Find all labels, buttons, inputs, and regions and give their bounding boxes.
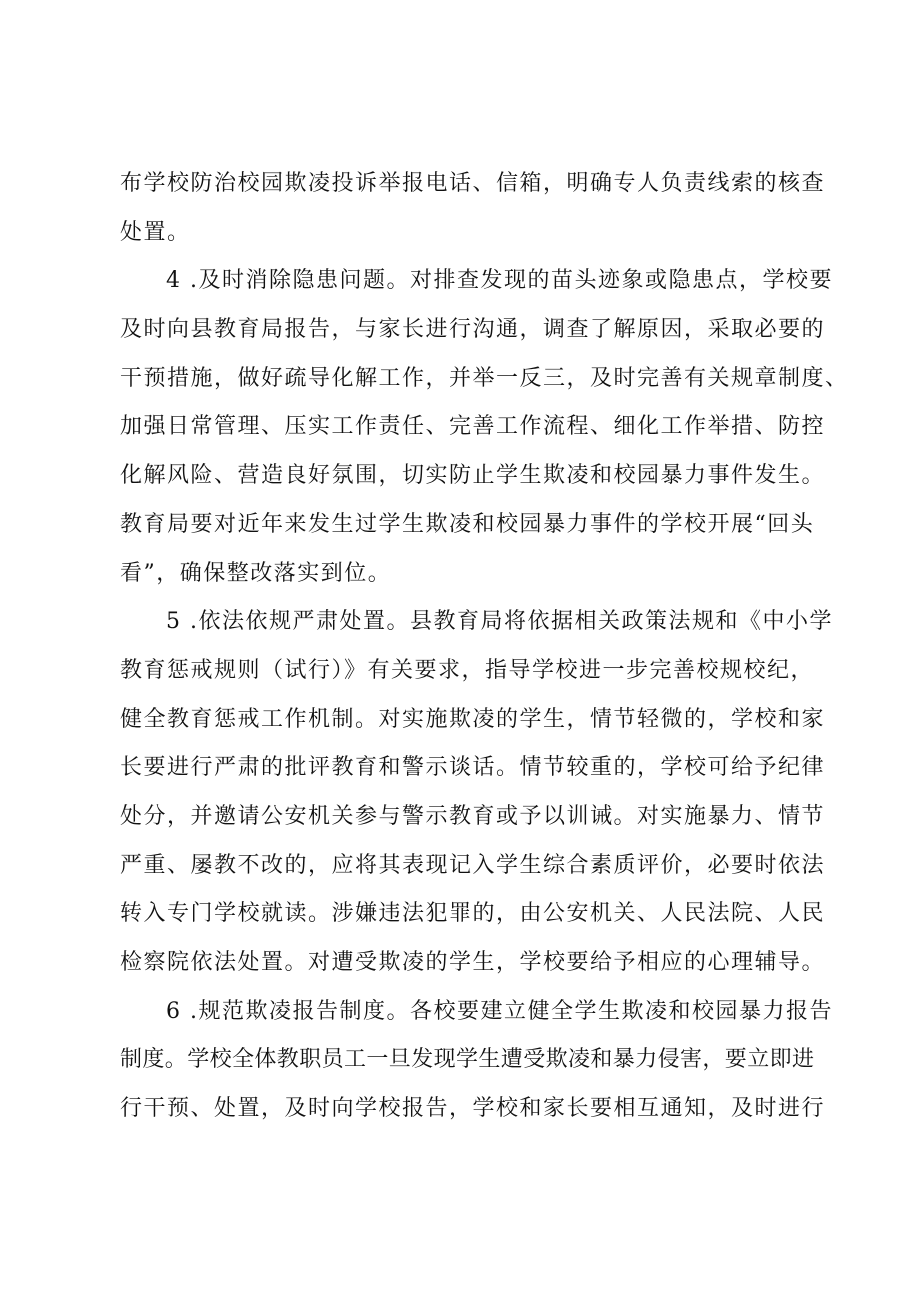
document-body: [120, 160, 849, 1134]
text-line: 干预措施，做好疏导化解工作，并举一反三，及时完善有关规章制度、: [120, 365, 849, 391]
text-line: 转入专门学校就读。涉嫌违法犯罪的，由公安机关、人民法院、人民: [120, 901, 826, 927]
text-line: 看”，确保整改落实到位。: [120, 560, 392, 586]
text-line: 长要进行严肃的批评教育和警示谈话。情节较重的，学校可给予纪律: [120, 755, 826, 781]
text-line: 行干预、处置，及时向学校报告，学校和家长要相互通知，及时进行: [120, 1096, 826, 1122]
text-line: 化解风险、营造良好氛围，切实防止学生欺凌和校园暴力事件发生。: [120, 463, 826, 489]
text-line: 加强日常管理、压实工作责任、完善工作流程、细化工作举措、防控: [120, 414, 826, 440]
text-line: 及时向县教育局报告，与家长进行沟通，调查了解原因，采取必要的: [120, 317, 826, 343]
text-line: 教育惩戒规则（试行）》有关要求，指导学校进一步完善校规校纪，: [120, 657, 815, 683]
text-line: 制度。学校全体教职员工一旦发现学生遭受欺凌和暴力侵害，要立即进: [120, 1047, 815, 1073]
text-line: 处分，并邀请公安机关参与警示教育或予以训诫。对实施暴力、情节: [120, 803, 826, 829]
text-line: 教育局要对近年来发生过学生欺凌和校园暴力事件的学校开展“回头: [120, 511, 815, 537]
text-line: 严重、屡教不改的，应将其表现记入学生综合素质评价，必要时依法: [120, 852, 826, 878]
text-line: 处置。: [120, 219, 191, 245]
text-line: 健全教育惩戒工作机制。对实施欺凌的学生，情节轻微的，学校和家: [120, 706, 826, 732]
paragraph-5-start: 5 .依法依规严肃处置。县教育局将依据相关政策法规和《中小学: [166, 609, 833, 635]
paragraph-6-start: 6 .规范欺凌报告制度。各校要建立健全学生欺凌和校园暴力报告: [166, 998, 833, 1024]
text-line: 布学校防治校园欺凌投诉举报电话、信箱，明确专人负责线索的核查: [120, 171, 826, 196]
text-line: 检察院依法处置。对遭受欺凌的学生，学校要给予相应的心理辅导。: [120, 950, 826, 975]
paragraph-4-start: 4 .及时消除隐患问题。对排查发现的苗头迹象或隐患点，学校要: [166, 268, 833, 294]
